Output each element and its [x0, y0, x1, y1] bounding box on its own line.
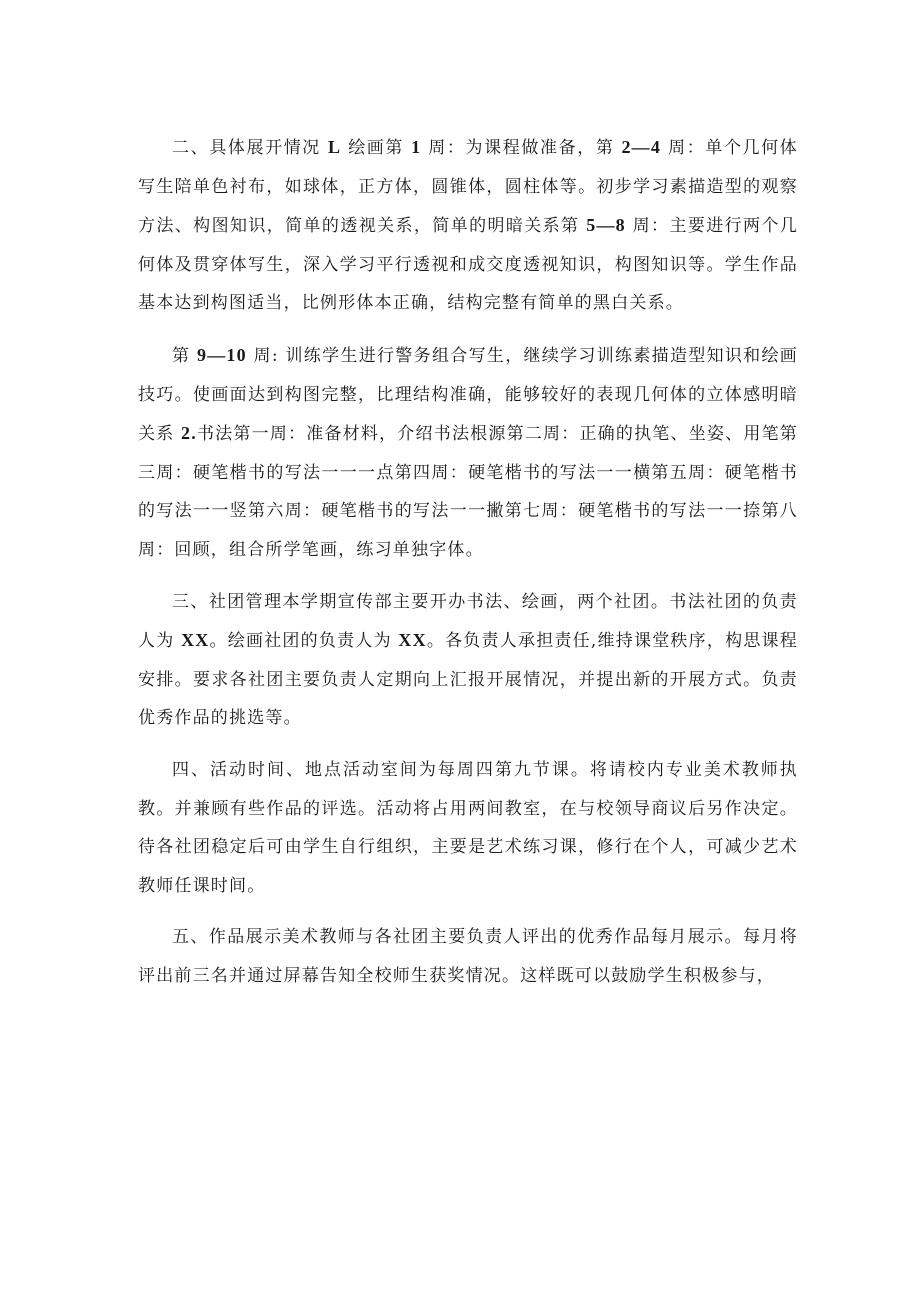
paragraph-section-3-management [138, 583, 798, 738]
text-run: 。绘画社团的负责人为 [209, 631, 399, 652]
bold-run: L [327, 137, 342, 157]
document-page [138, 128, 798, 1008]
paragraph-section-2-painting [138, 128, 798, 323]
bold-run: 1 [411, 137, 422, 157]
text-run: 周: 训练学生进行警务组合写生，继续学习训练素描造型知识和绘画技巧。使画面达到构图完整，比理结构准确，能够较好的表现几何体的立体感明暗关系 [138, 345, 799, 445]
bold-run: 2—4 [621, 137, 662, 157]
text-run: 三、社团管理本学期宣传部主要开办书法、绘画，两个社团。书法社团的负责人为 [138, 591, 798, 652]
text-run: 周：单个几何体写生陪单色衬布，如球体，正方体，圆锥体，圆柱体等。初步学习素描造型的观察方法、构图知识，简单的透视关系，简单的明暗关系第 [138, 138, 798, 237]
text-run: 书法第一周：准备材料，介绍书法根源第二周：正确的执笔、坐姿、用笔第三周：硬笔楷书的写法一一一点第四周：硬笔楷书的写法一一横第五周：硬笔楷书的写法一一竖第六周：硬笔楷书的写法一一撇第七周：硬笔楷书的写法一一捺第八周：回顾，组合所学笔画，练习单独字体。 [138, 424, 798, 560]
bold-run: XX [181, 630, 210, 651]
text-run: 四、活动时间、地点活动室间为每周四第九节课。将请校内专业美术教师执教。并兼顾有些作品的评选。活动将占用两间教室，在与校领导商议后另作决定。待各社团稳定后可由学生自行组织，主要是艺术练习课，修行在个人，可减少艺术教师任课时间。 [138, 759, 798, 896]
paragraph-section-4-time-place [138, 751, 798, 905]
bold-run: 9—10 [197, 344, 247, 365]
text-run: 周：主要进行两个几何体及贯穿体写生，深入学习平行透视和成交度透视知识，构图知识等。学生作品基本达到构图适当，比例形体本正确，结构完整有简单的黑白关系。 [138, 216, 799, 314]
bold-run: 5—8 [586, 215, 626, 236]
text-run: 绘画第 [341, 138, 412, 158]
text-run: 周：为课程做准备，第 [421, 138, 622, 158]
paragraph-section-2-calligraphy [138, 336, 798, 570]
bold-run: 2. [181, 423, 197, 444]
bold-run: XX [398, 630, 427, 651]
paragraph-section-5-exhibition [138, 918, 798, 995]
text-run: 第 [172, 345, 198, 366]
text-run: 五、作品展示美术教师与各社团主要负责人评出的优秀作品每月展示。每月将评出前三名并通过屏幕告知全校师生获奖情况。这样既可以鼓励学生积极参与， [138, 927, 798, 986]
text-run: 二、具体展开情况 [172, 138, 328, 158]
text-run: 。各负责人承担责任,维持课堂秩序，构思课程安排。要求各社团主要负责人定期向上汇报开展情况，并提出新的开展方式。负责优秀作品的挑选等。 [138, 631, 798, 729]
